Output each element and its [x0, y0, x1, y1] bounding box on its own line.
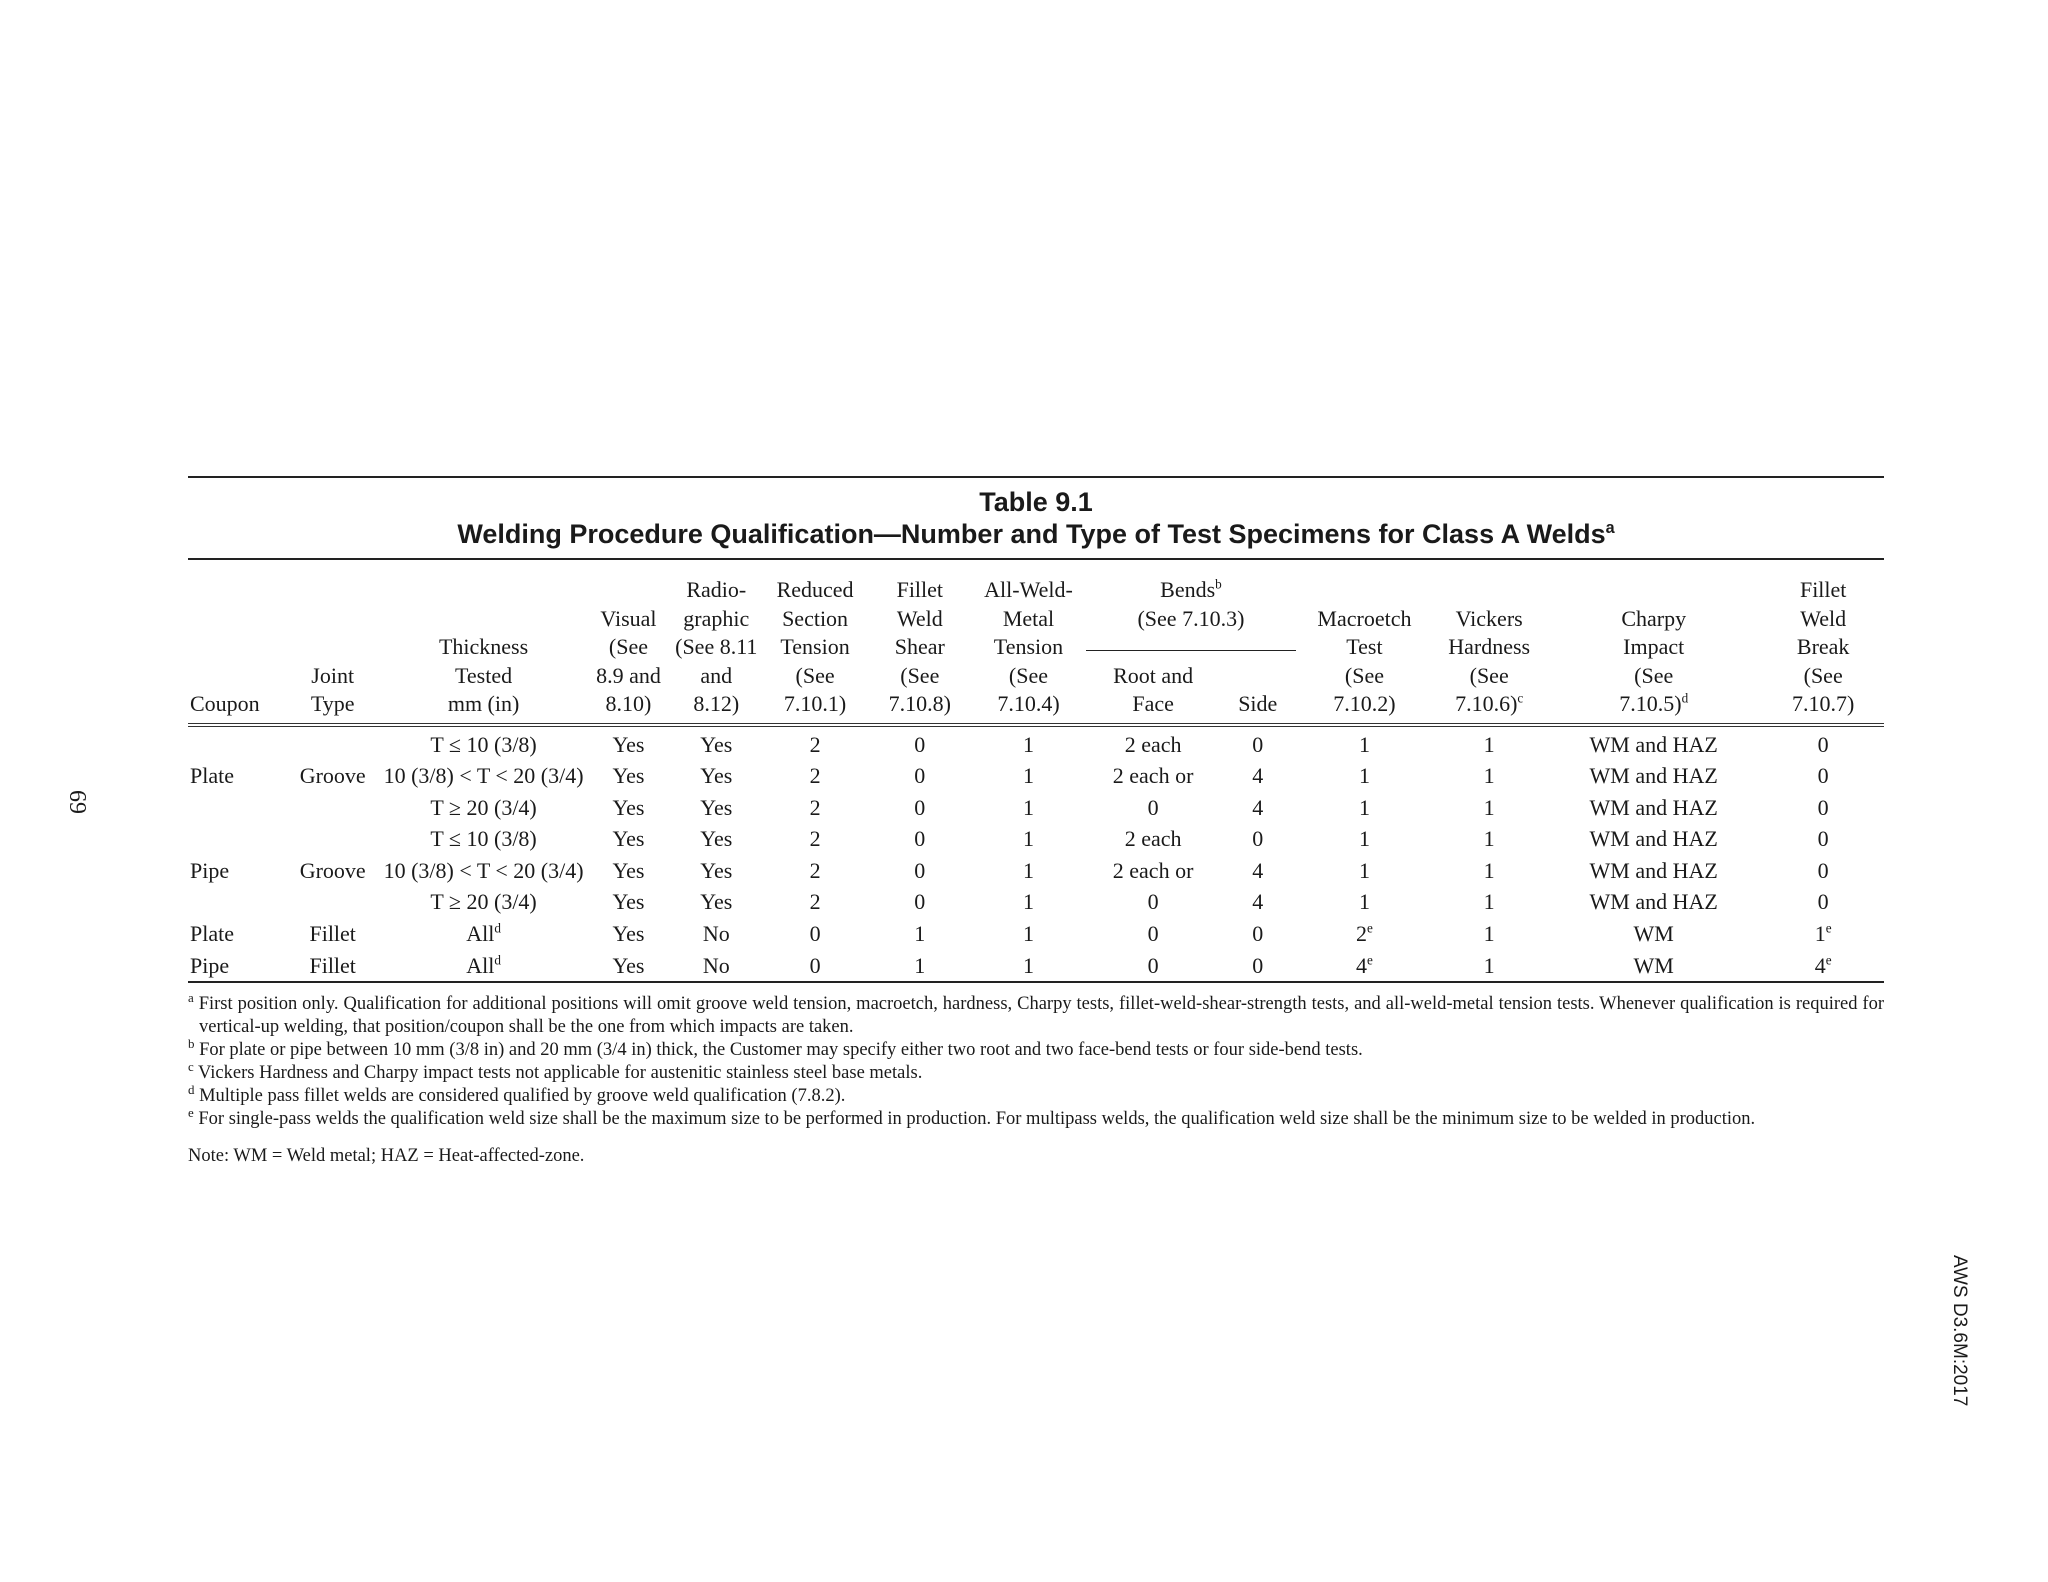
cell-fillet-weld-shear: 0: [914, 826, 926, 852]
cell-bend-root-face: 2 each: [1124, 826, 1182, 852]
cell-joint-type: [284, 725, 382, 761]
col-header-root-face: Root and Face: [1086, 650, 1220, 724]
title-footnote-mark: a: [1605, 519, 1615, 537]
table-notes: [188, 990, 1885, 1168]
table-row: [188, 855, 1884, 887]
cell-fillet-weld-break: 0: [1817, 889, 1829, 915]
cell-all-weld-metal: 1: [1022, 889, 1034, 915]
cell-bend-root-face: 0: [1147, 889, 1159, 915]
col-header-coupon: Coupon: [188, 559, 284, 725]
cell-bend-root-face: 0: [1147, 794, 1159, 820]
cell-fillet-weld-break: 0: [1817, 731, 1829, 757]
table-body: [188, 725, 1884, 983]
cell-all-weld-metal: 1: [971, 950, 1087, 983]
cell-charpy: WM and HAZ: [1589, 889, 1718, 915]
cell-reduced-section: 2: [809, 889, 821, 915]
col-header-joint-type: Joint Type: [284, 559, 382, 725]
cell-all-weld-metal: 1: [1022, 731, 1034, 757]
table-title: Welding Procedure Qualification—Number and Type of Test Specimens for Class A Welds: [457, 519, 1606, 549]
cell-fillet-weld-break: 0: [1817, 794, 1829, 820]
cell-reduced-section: 0: [761, 950, 869, 983]
cell-fillet-weld-shear: 1: [914, 921, 926, 947]
cell-macroetch: 1: [1358, 731, 1370, 757]
cell-bend-root-face: 2 each or: [1112, 763, 1194, 789]
cell-bend-root-face: 2 each or: [1112, 857, 1194, 883]
cell-joint-type: [284, 792, 382, 824]
table-row: [188, 823, 1884, 855]
cell-visual: Yes: [586, 950, 672, 983]
cell-fillet-weld-shear: 1: [869, 950, 971, 983]
cell-thickness: All$^d$: [466, 920, 501, 947]
cell-reduced-section: 2: [809, 826, 821, 852]
table-container: [188, 476, 1884, 1168]
col-header-charpy: Charpy Impact (See 7.10.5)$^d$: [1545, 559, 1762, 725]
col-header-all-weld-metal: All-Weld- Metal Tension (See 7.10.4): [971, 559, 1087, 725]
cell-vickers: 1: [1483, 731, 1495, 757]
cell-all-weld-metal: 1: [1022, 794, 1034, 820]
cell-joint-type: Fillet: [284, 950, 382, 983]
cell-joint-type: [284, 823, 382, 855]
cell-radiographic: Yes: [700, 794, 733, 820]
cell-fillet-weld-break: 0: [1817, 763, 1829, 789]
cell-vickers: 1: [1433, 950, 1545, 983]
col-header-radiographic: Radio- graphic (See 8.11 and 8.12): [671, 559, 761, 725]
col-header-macroetch: Macroetch Test (See 7.10.2): [1296, 559, 1434, 725]
footnote-e: $^e$ For single-pass welds the qualification weld size shall be the maximum size to be performed in production. For multipass welds, the qualification weld size shall be the minimum size to be welded in production.: [188, 1105, 1756, 1130]
cell-visual: Yes: [612, 731, 645, 757]
cell-macroetch: 4e: [1296, 950, 1434, 983]
cell-fillet-weld-break: 0: [1817, 826, 1829, 852]
cell-joint-type: Fillet: [309, 921, 356, 947]
cell-reduced-section: 2: [809, 763, 821, 789]
cell-bend-side: 0: [1252, 731, 1264, 757]
table-row: [188, 725, 1884, 761]
cell-bend-side: 4: [1252, 889, 1264, 915]
col-header-bends: Bends$^b$ (See 7.10.3): [1086, 559, 1295, 650]
header-row: [188, 559, 1884, 650]
cell-joint-type: Groove: [299, 763, 366, 789]
cell-macroetch: 1: [1358, 826, 1370, 852]
cell-joint-type: [284, 886, 382, 918]
cell-fillet-weld-break: 1e: [1814, 920, 1832, 947]
table-row: [188, 950, 1884, 983]
col-header-side: Side: [1220, 650, 1296, 724]
cell-coupon: [188, 725, 284, 761]
cell-reduced-section: 2: [809, 857, 821, 883]
cell-charpy: WM and HAZ: [1589, 731, 1718, 757]
page-number: 69: [64, 790, 90, 814]
cell-vickers: 1: [1483, 889, 1495, 915]
cell-bend-root-face: 0: [1086, 950, 1220, 983]
cell-coupon: [188, 792, 284, 824]
cell-bend-side: 4: [1252, 857, 1264, 883]
cell-bend-side: 4: [1252, 794, 1264, 820]
cell-reduced-section: 2: [809, 731, 821, 757]
cell-radiographic: No: [702, 921, 730, 947]
cell-vickers: 1: [1483, 921, 1495, 947]
cell-charpy: WM and HAZ: [1589, 794, 1718, 820]
cell-visual: Yes: [612, 763, 645, 789]
cell-macroetch: 1: [1358, 857, 1370, 883]
cell-charpy: WM: [1545, 950, 1762, 983]
cell-all-weld-metal: 1: [1022, 763, 1034, 789]
col-header-visual: Visual (See 8.9 and 8.10): [586, 559, 672, 725]
cell-visual: Yes: [612, 857, 645, 883]
cell-all-weld-metal: 1: [1022, 921, 1034, 947]
col-header-thickness: Thickness Tested mm (in): [382, 559, 586, 725]
footnote-c: $^c$ Vickers Hardness and Charpy impact tests not applicable for austenitic stainless steel base metals.: [188, 1059, 923, 1084]
cell-bend-side: 0: [1220, 950, 1296, 983]
cell-fillet-weld-break: 4e: [1762, 950, 1884, 983]
table-row: [188, 792, 1884, 824]
table-row: [188, 918, 1884, 950]
cell-vickers: 1: [1483, 763, 1495, 789]
cell-visual: Yes: [612, 921, 645, 947]
cell-charpy: WM and HAZ: [1589, 826, 1718, 852]
cell-vickers: 1: [1483, 826, 1495, 852]
table-caption: [188, 478, 1884, 558]
cell-vickers: 1: [1483, 794, 1495, 820]
cell-macroetch: 1: [1358, 794, 1370, 820]
cell-fillet-weld-shear: 0: [914, 794, 926, 820]
col-header-fillet-weld-shear: Fillet Weld Shear (See 7.10.8): [869, 559, 971, 725]
cell-vickers: 1: [1483, 857, 1495, 883]
cell-visual: Yes: [612, 826, 645, 852]
table-row: [188, 760, 1884, 792]
cell-joint-type: Groove: [299, 857, 366, 883]
cell-macroetch: 1: [1358, 889, 1370, 915]
cell-coupon: Pipe: [190, 857, 230, 883]
footnote-a: $^a$ First position only. Qualification for additional positions will omit groove weld tension, macroetch, hardness, Charpy tests, fillet-weld-shear-strength tests, and all-weld-metal tension tests. Whenever qualification is required for vertical-up welding, that position/coupon shall be the one from which impacts are taken.: [188, 990, 1885, 1038]
cell-reduced-section: 2: [809, 794, 821, 820]
table-number: Table 9.1: [979, 487, 1093, 517]
cell-fillet-weld-shear: 0: [914, 889, 926, 915]
cell-radiographic: Yes: [700, 731, 733, 757]
cell-bend-side: 0: [1252, 921, 1264, 947]
running-head: AWS D3.6M:2017: [1949, 1255, 1970, 1407]
cell-thickness: T ≤ 10 (3/8): [430, 731, 537, 757]
cell-bend-side: 0: [1252, 826, 1264, 852]
cell-coupon: Pipe: [188, 950, 284, 983]
cell-fillet-weld-shear: 0: [914, 763, 926, 789]
col-header-vickers: Vickers Hardness (See 7.10.6)$^c$: [1433, 559, 1545, 725]
cell-charpy: WM and HAZ: [1589, 763, 1718, 789]
cell-charpy: WM: [1633, 921, 1674, 947]
specimen-table: [188, 558, 1884, 983]
cell-coupon: [188, 886, 284, 918]
cell-visual: Yes: [612, 794, 645, 820]
cell-all-weld-metal: 1: [1022, 857, 1034, 883]
cell-reduced-section: 0: [809, 921, 821, 947]
col-header-reduced-section: Reduced Section Tension (See 7.10.1): [761, 559, 869, 725]
cell-bend-root-face: 2 each: [1124, 731, 1182, 757]
cell-fillet-weld-shear: 0: [914, 731, 926, 757]
cell-radiographic: Yes: [700, 826, 733, 852]
cell-bend-side: 4: [1252, 763, 1264, 789]
col-header-fillet-weld-break: Fillet Weld Break (See 7.10.7): [1762, 559, 1884, 725]
cell-all-weld-metal: 1: [1022, 826, 1034, 852]
cell-fillet-weld-break: 0: [1817, 857, 1829, 883]
cell-visual: Yes: [612, 889, 645, 915]
cell-charpy: WM and HAZ: [1589, 857, 1718, 883]
footnote-b: $^b$ For plate or pipe between 10 mm (3/8 in) and 20 mm (3/4 in) thick, the Customer may specify either two root and two face-bend tests or four side-bend tests.: [188, 1036, 1363, 1061]
cell-thickness: 10 (3/8) < T < 20 (3/4): [383, 763, 584, 789]
abbreviation-note: Note: WM = Weld metal; HAZ = Heat-affected-zone.: [188, 1146, 585, 1167]
cell-bend-root-face: 0: [1147, 921, 1159, 947]
cell-thickness: T ≤ 10 (3/8): [430, 826, 537, 852]
cell-radiographic: Yes: [700, 857, 733, 883]
cell-thickness: T ≥ 20 (3/4): [430, 889, 537, 915]
cell-thickness: All$^d$: [382, 950, 586, 983]
table-title-line: [188, 518, 1884, 550]
cell-radiographic: Yes: [700, 889, 733, 915]
footnote-d: $^d$ Multiple pass fillet welds are considered qualified by groove weld qualification (7.8.2).: [188, 1082, 846, 1107]
cell-radiographic: No: [671, 950, 761, 983]
cell-coupon: Plate: [190, 921, 234, 947]
cell-macroetch: 1: [1358, 763, 1370, 789]
footnotes-list: [188, 990, 1885, 1131]
cell-radiographic: Yes: [700, 763, 733, 789]
cell-coupon: [188, 823, 284, 855]
table-row: [188, 886, 1884, 918]
cell-macroetch: 2e: [1356, 920, 1373, 947]
cell-thickness: 10 (3/8) < T < 20 (3/4): [383, 857, 584, 883]
cell-thickness: T ≥ 20 (3/4): [430, 794, 537, 820]
cell-fillet-weld-shear: 0: [914, 857, 926, 883]
cell-coupon: Plate: [190, 763, 234, 789]
